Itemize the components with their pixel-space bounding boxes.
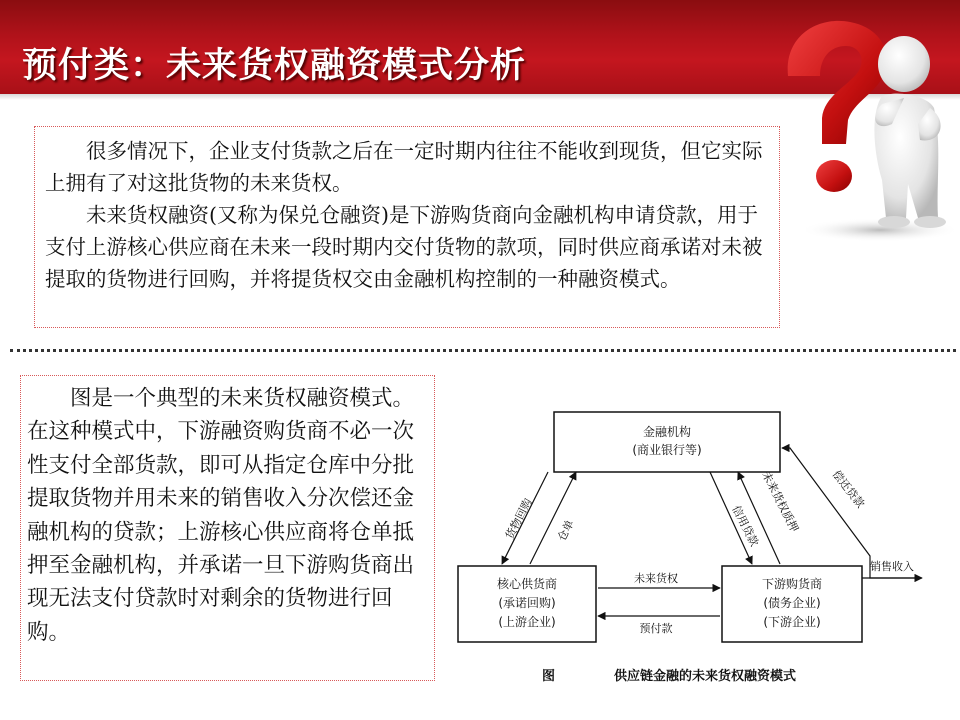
financing-diagram bbox=[450, 400, 950, 700]
arrow-warehouse-receipt bbox=[530, 472, 576, 564]
supplier-role: (上游企业) bbox=[498, 615, 556, 629]
arrow-repay-loan bbox=[782, 448, 916, 578]
label-future-goods: 未来货权 bbox=[634, 572, 678, 585]
page-title: 预付类：未来货权融资模式分析 bbox=[22, 46, 527, 86]
description-paragraph: 图是一个典型的未来货权融资模式。在这种模式中，下游融资购货商不必一次性支付全部货款，即可从指定仓库中分批提取货物并用未来的销售收入分次偿还金融机构的贷款；上游核心供应商将仓单抵押至金融机构，并承诺一旦下游购货商出现无法支付贷款时对剩余的货物进行回购。 bbox=[27, 386, 415, 645]
label-repurchase: 货物回购 bbox=[503, 496, 535, 542]
dotted-divider bbox=[10, 349, 956, 352]
caption-prefix: 图 bbox=[542, 669, 556, 684]
buyer-name: 下游购货商 bbox=[761, 577, 823, 591]
question-man-figure bbox=[770, 4, 960, 244]
label-credit-loan: 信用贷款 bbox=[729, 503, 761, 549]
label-warehouse-receipt: 仓单 bbox=[555, 517, 577, 544]
label-sales-income: 销售收入 bbox=[870, 560, 914, 573]
supplier-note: (承诺回购) bbox=[498, 596, 556, 610]
buyer-role: (下游企业) bbox=[763, 615, 821, 629]
label-future-rights-pledge: 未来货权质押 bbox=[759, 469, 801, 535]
label-repay-loan: 偿还贷款 bbox=[829, 467, 867, 511]
label-prepayment: 预付款 bbox=[639, 622, 673, 635]
buyer-note: (债务企业) bbox=[763, 596, 821, 610]
intro-paragraph-1: 很多情况下，企业支付货款之后在一定时期内往往不能收到现货，但它实际上拥有了对这批货物的未来货权。 bbox=[45, 139, 763, 195]
bank-subtitle: (商业银行等) bbox=[632, 443, 702, 457]
supplier-name: 核心供货商 bbox=[496, 577, 558, 591]
bank-node bbox=[554, 412, 780, 472]
bank-name: 金融机构 bbox=[642, 425, 692, 439]
intro-box bbox=[34, 126, 780, 328]
diagram-caption: 供应链金融的未来货权融资模式 bbox=[614, 669, 797, 684]
intro-paragraph-2: 未来货权融资(又称为保兑仓融资)是下游购货商向金融机构申请贷款，用于支付上游核心供应商在未来一段时期内交付货物的款项，同时供应商承诺对未被提取的货物进行回购，并将提货权交由金融机构控制的一种融资模式。 bbox=[45, 203, 763, 291]
description-box bbox=[20, 375, 435, 681]
